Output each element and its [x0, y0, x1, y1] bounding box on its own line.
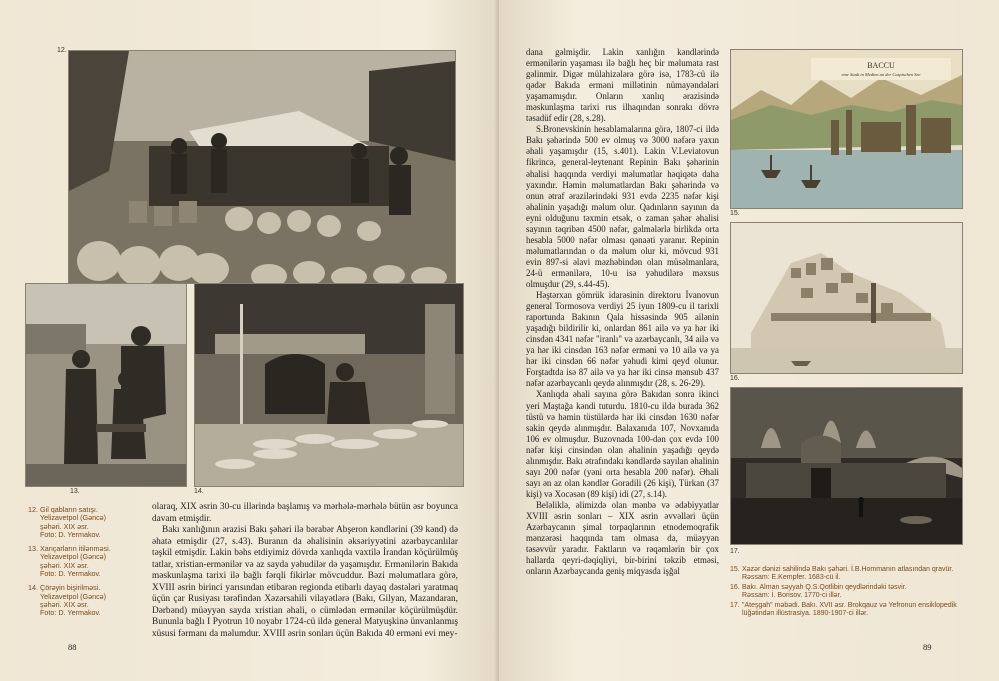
caption-15: 15. Xəzər dənizi sahilində Bakı şəhəri. İ.B.Hommanın atlasından qravür. Rəssam: E.Kempfer. 1683-cü il. [730, 566, 954, 582]
engraving-ateshgah-temple [730, 387, 963, 545]
caption-14: 14. Çörəyin bişirilməsi. Yelizavetpol (Gəncə) şəhəri. XIX əsr. Foto: D. Yermakov. [28, 583, 107, 618]
right-page [499, 0, 999, 681]
figure-13-number: 13. [70, 488, 80, 495]
paragraph: Həştərxan gömrük idarəsinin direktoru İvanovun general Tormosova verdiyi 25 iyun 1809-cu il tarixli raportunda Bakının Qala hissəsində 905 ailənin yaşadığı bildirilir ki, onlardan 861 ailə və ya hər iki cinsdən 4341 nəfər "iranlı" və azərbaycanlı, 34 ailə və ya hər iki cinsdən 163 nəfər erməni və 10 ailə və ya hər iki cinsdən 66 nəfər yəhudi kimi qeyd olunur. Forştadtda isə 87 ailə və ya hər iki cinsə mənsub 437 nəfər azərbaycanlı qeydə alınmışdır (28, s. 26-29). [526, 290, 719, 389]
photo-pottery-market [68, 50, 456, 284]
caption-17: 17. "Ateşgah" məbədi. Bakı. XVII əsr. Brokqauz və Yefronun ensiklopedik lüğətindən illüstrasiya. 1890-1907-ci illər. [730, 602, 957, 618]
left-captions [28, 506, 150, 624]
figure-12-number: 12. [57, 47, 67, 54]
engraving-baku-fortress [730, 222, 963, 374]
paragraph: dana gəlmişdir. Lakin xanlığın kəndlərində ermənilərin yaşaması ilə bağlı heç bir məlumata rast gəlinmir. Digər mülahizələrə görə isə, 1783-cü ilə qədər Bakıda erməni millətinin nümayəndələri yaşamamışdır. Onların xanlıq ərazisində məskunlaşma tarixi rus ilhaqından sonrakı dövrə təsadüf edir (28, s.28). [526, 47, 719, 124]
caption-16: 16. Bakı. Alman səyyah Q.S.Qotlibin qeydlərindəki təsvir. Rəssam: İ. Borisov. 1770-ci illər. [730, 584, 907, 600]
left-page [0, 0, 499, 681]
figure-15-number: 15. [730, 210, 740, 217]
engraving-baku-seaside [730, 49, 963, 209]
engraving-subtitle: eine Stadt in Medien an der Caspischen See [841, 72, 921, 77]
engraving-title: BACCU [867, 61, 895, 70]
right-captions [730, 566, 980, 621]
right-body-text [526, 47, 719, 577]
paragraph: S.Bronevskinin hesablamalarına görə, 1807-ci ildə Bakı şəhərində 500 ev olmuş və 3000 nəfərə yaxın əhali yaşamışdır (15, s.401). Lakin V.Leviatovun fikrincə, general-leytenant Repinin Bakı şəhərinin əhalisi haqqında verdiyi məlumatlar həqiqətə daha yaxındır. Həmin məlumatlardan Bakı şəhərində və onun ətraf ərazilərindəki 931 evdə 2235 nəfər kişi əhalinin yaşadığı məlum olur. Qadınların sayının da eyni olduğunu təxmin etsək, o zaman şəhər əhalisi sayının təqribən 4500 nəfər, gəlmələrlə birlikdə orta hesabla 5000 nəfər olması qənaəti yaranır. Repinin məlumatlarından o da məlum olur ki, mövcud 931 evin 897-si əlavi məzhəbindən olan müsəlmanlara, 24-ü ermənilərə, 10-u isə yəhudilərə məxsus olmuşdur (29, s.44-45). [526, 124, 719, 289]
figure-14-number: 14. [194, 488, 204, 495]
caption-12: 12. Gil qabların satışı. Yelizavetpol (Gəncə) şəhəri. XIX əsr. Foto: D. Yermakov. [28, 505, 107, 539]
photo-bread-baking [194, 283, 464, 487]
page-number-right: 89 [923, 642, 932, 652]
paragraph: Xanlıqda əhali sayına görə Bakıdan sonra ikinci yeri Maştağa kəndi tuturdu. 1810-cu ildə burada 362 tüstü və həmin tüstülərdə hər iki cinsdən 1630 nəfər sakin qeydə alınmışdır. Balaxanıda 107, Novxanıda 106 ev olmuşdur. Buzovnada 100-dən çox evdə 100 nəfər kişi cinsindən olan əhalinin yaşadığı qeydə alınmışdır. Bakı ətrafındakı kəndlərdə sayılan əhalinin sayı 200 nəfər (yəni orta hesabla 200 nəfər). Əhali sayı ən az olan kəndlər Goradili (26 kişi), Türkan (37 kişi) və Xocəsən (89 kişi) idi (27, s.14). [526, 389, 719, 499]
paragraph: olaraq, XIX əsrin 30-cu illərində başlamış və mərhələ-mərhələ bütün əsr boyunca davam etmişdir. [152, 502, 458, 524]
photo-dagger-sharpening [25, 283, 187, 487]
page-number-left: 88 [68, 642, 77, 652]
figure-16-number: 16. [730, 375, 740, 382]
paragraph: Bakı xanlığının ərazisi Bakı şəhəri ilə bərabər Abşeron kəndlərini (39 kənd) də əhatə etmişdir (27, s.43). Buranın da əhalisinin əksəriyyətini azərbaycanlılar təşkil etmişdir. Lakin bəhs etdiyimiz dövrdə xanlıqda vaxtilə İrandan köçürülmüş tatlar, xristian-ermənilər və az sayda yəhudilər də yaşamışdır. Ermənilərin Bakıda məskunlaşma tarixi ilə bağlı fərqli fikirlər mövcuddur. Bəzi məlumatlara görə, XVIII əsrin birinci yarısından etibarən regionda etibarlı dayaq dəstələri yaratmaq üçün çar Rusiyası tərəfindən Xəzərsahili vilayətlərə (Bakı, Gilyan, Mazandaran, Dərbənd) müəyyən sayda xristian əhali, o cümlədən ermənilər köçürülmüşdür. Bununla bağlı I Pyotrun 10 noyabr 1724-cü ildə general Matyuşkinə ünvanlanmış xüsusi fərmanı da məlumdur. XVIII əsrin sonları üçün Bakıda 40 erməni evi mey- [152, 525, 458, 639]
left-body-text [152, 502, 458, 640]
caption-13: 13. Xançarların itilənməsi. Yelizavetpol (Gəncə) şəhəri. XIX əsr. Foto: D. Yermakov. [28, 544, 111, 579]
paragraph: Beləliklə, əlimizdə olan mənbə və ədəbiyyatlar XVIII əsrin sonları – XIX əsrin əvvəlləri üçün Azərbaycanın şimal torpaqlarının etnodemoqrafik mənzərəsi haqqında tam olmasa da, müəyyən təsəvvür yaradır. Faktların və rəqəmlərin bir çox hallarda qeyri-dəqiqliyi, bir-birini təkzib etməsi, onların Azərbaycanda geniş miqyasda işğal [526, 499, 719, 577]
figure-17-number: 17. [730, 548, 740, 555]
